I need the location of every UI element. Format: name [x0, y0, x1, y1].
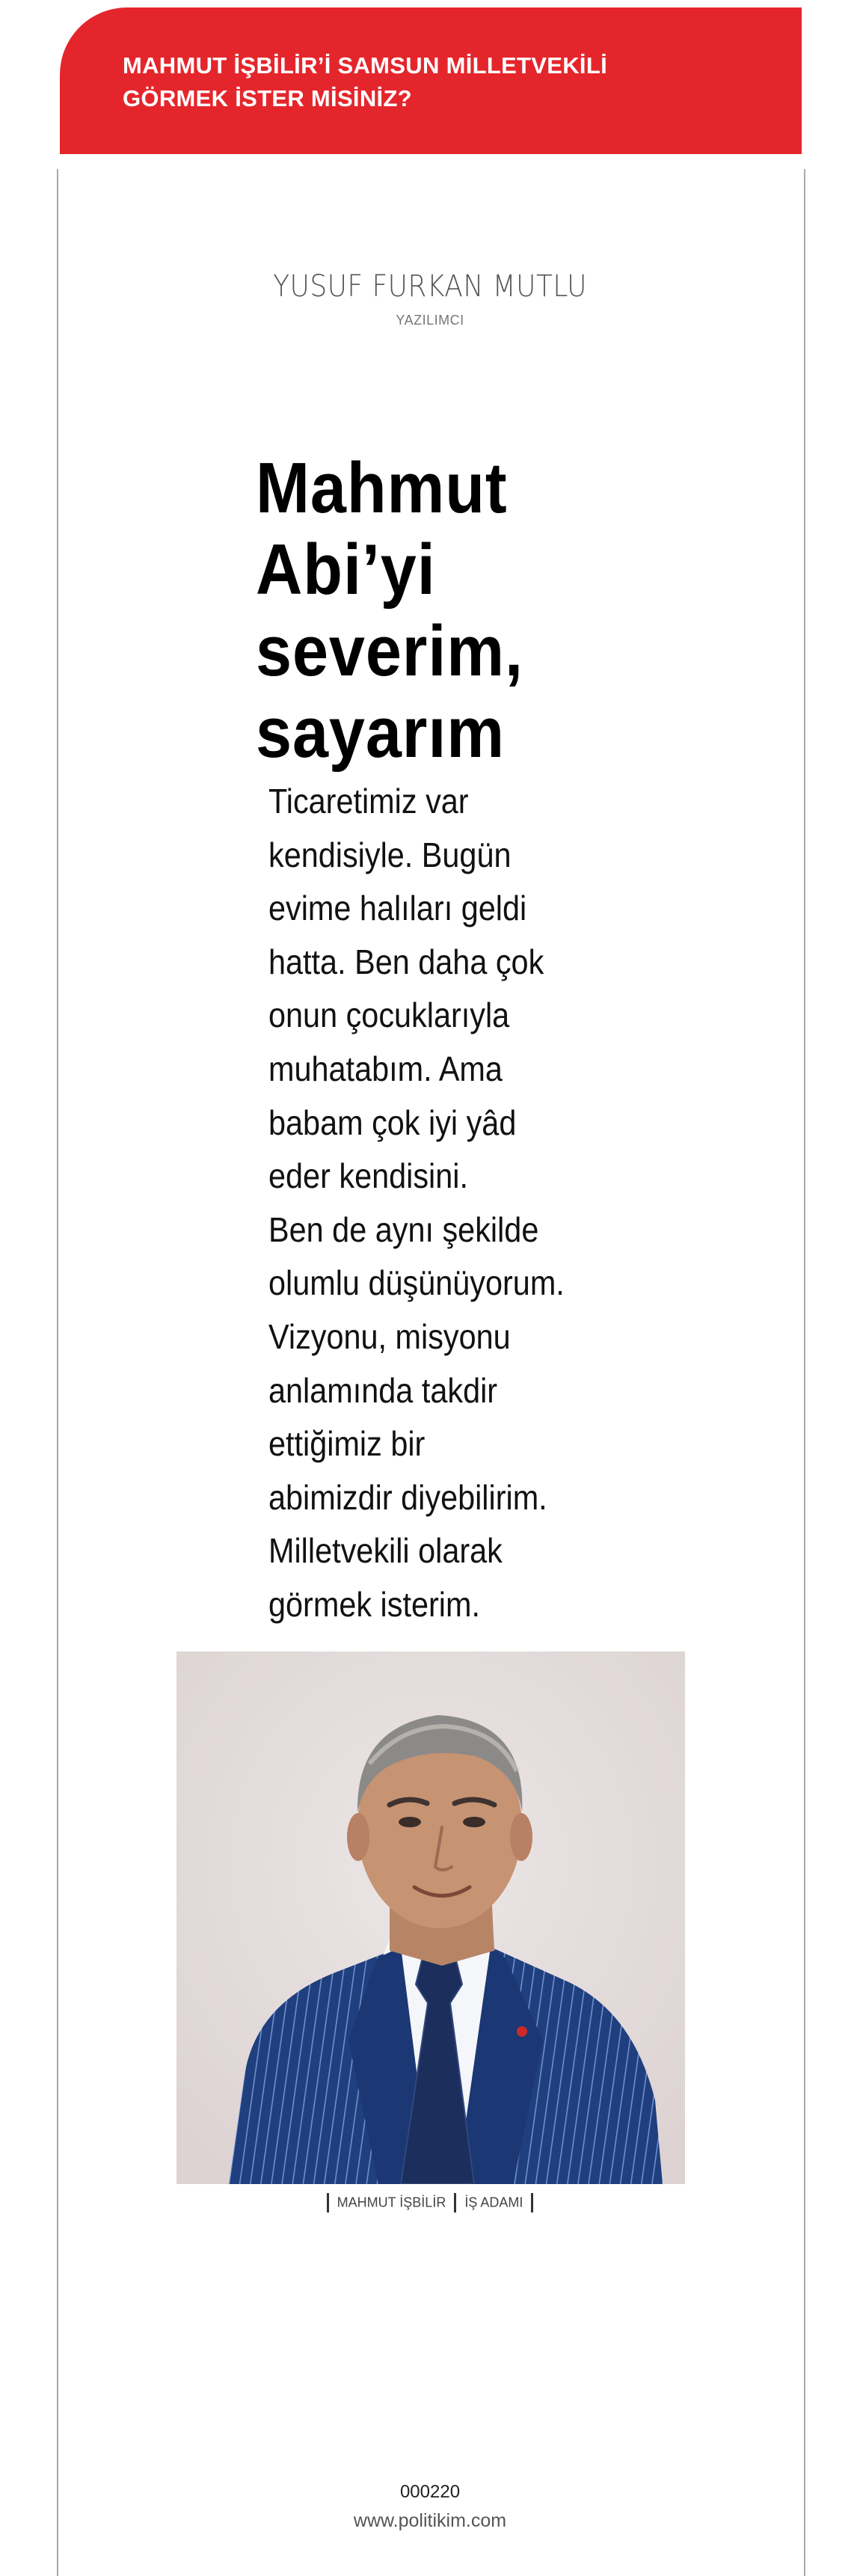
- caption-role: İŞ ADAMI: [464, 2195, 523, 2210]
- portrait-illustration: [176, 1652, 685, 2184]
- quote-body: [268, 775, 645, 1632]
- caption-separator: [327, 2193, 329, 2212]
- quote-body-line: abimizdir diyebilirim.: [268, 1477, 547, 1517]
- quote-title-line: severim,: [256, 611, 523, 691]
- footer-url[interactable]: www.politikim.com: [353, 2510, 507, 2531]
- quote-body-line: eder kendisini.: [268, 1156, 468, 1196]
- quote-body-line: onun çocuklarıyla: [268, 996, 510, 1035]
- quote-body-line: Ben de aynı şekilde: [268, 1209, 539, 1249]
- quote-title-line: Abi’yi: [256, 530, 436, 610]
- quote-body-line: evime halıları geldi: [268, 889, 527, 928]
- quote-body-line: hatta. Ben daha çok: [268, 942, 544, 981]
- header-line-2: GÖRMEK İSTER MİSİNİZ?: [123, 85, 412, 111]
- quote-body-line: Ticaretimiz var: [268, 782, 469, 821]
- quote-body-line: muhatabım. Ama: [268, 1049, 503, 1088]
- quote-title-line: Mahmut: [256, 448, 508, 528]
- quote-body-line: görmek isterim.: [268, 1584, 480, 1624]
- caption-name: MAHMUT İŞBİLİR: [337, 2195, 446, 2210]
- quote-body-line: babam çok iyi yâd: [268, 1103, 517, 1142]
- quote-body-line: anlamında takdir: [268, 1370, 498, 1410]
- caption-separator: [531, 2193, 533, 2212]
- author-name: YUSUF FURKAN MUTLU: [273, 269, 587, 304]
- footer-code: 000220: [399, 2482, 461, 2502]
- quote-body-line: kendisiyle. Bugün: [268, 835, 512, 874]
- caption-separator: [454, 2193, 456, 2212]
- header-line-1: MAHMUT İŞBİLİR’İ SAMSUN MİLLETVEKİLİ: [123, 52, 607, 79]
- quote-title: [256, 447, 633, 773]
- quote-title-line: sayarım: [256, 693, 505, 773]
- frame-left-border: [57, 169, 58, 2576]
- author-role: YAZILIMCI: [396, 313, 464, 328]
- portrait-photo: [176, 1652, 685, 2184]
- quote-body-line: Vizyonu, misyonu: [268, 1316, 511, 1356]
- quote-body-line: ettiğimiz bir: [268, 1424, 426, 1464]
- frame-right-border: [804, 169, 805, 2576]
- header-banner: [60, 7, 802, 154]
- quote-body-line: Milletvekili olarak: [268, 1531, 503, 1571]
- quote-body-line: olumlu düşünüyorum.: [268, 1263, 565, 1303]
- photo-caption: [0, 2193, 860, 2212]
